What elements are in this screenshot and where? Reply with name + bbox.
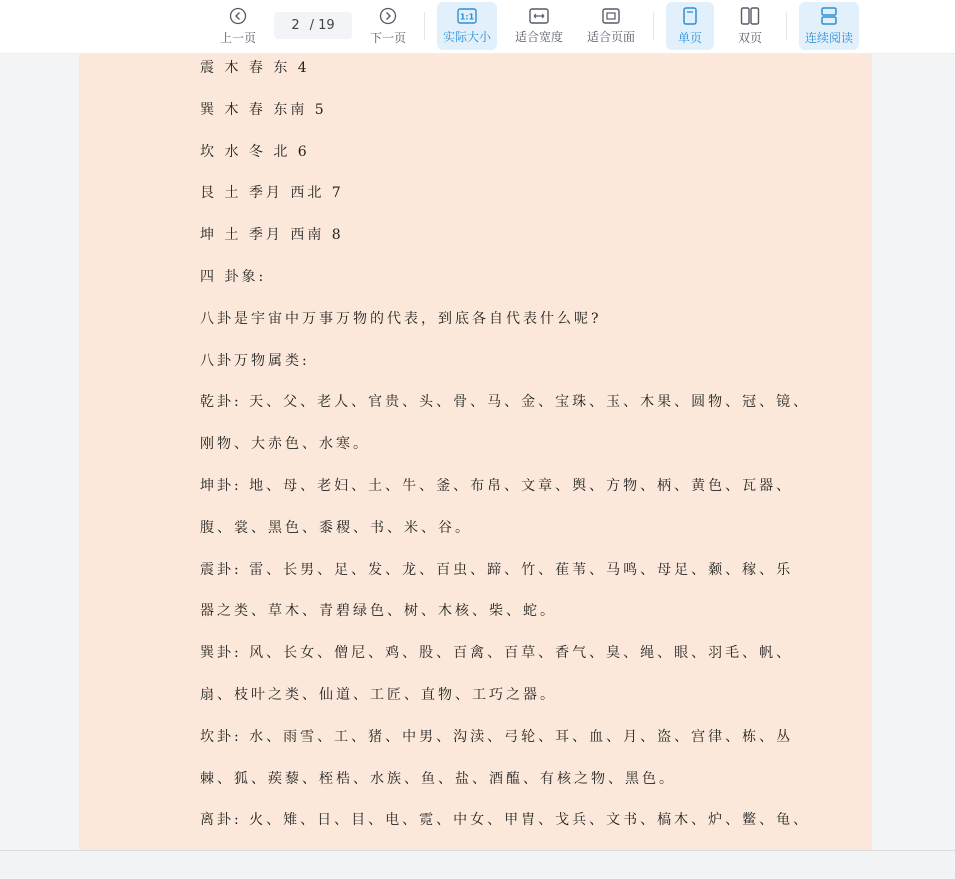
single-page-button[interactable]	[666, 2, 714, 50]
document-text-line: 刚物、大赤色、水寒。	[200, 436, 370, 453]
continuous-scroll-icon	[820, 7, 838, 25]
document-text-line: 坎卦: 水、雨雪、工、猪、中男、沟渎、弓轮、耳、血、月、盗、宫律、栋、丛	[200, 728, 794, 745]
prev-page-button[interactable]	[210, 2, 266, 50]
continuous-reading-label: 连续阅读	[804, 30, 853, 45]
document-text-line: 离卦: 火、雉、日、目、电、霓、中女、甲胄、戈兵、文书、槁木、炉、鳖、龟、	[200, 812, 811, 829]
document-viewport[interactable]	[0, 54, 955, 850]
document-text-line: 四 卦象:	[200, 269, 267, 285]
fit-width-label: 适合宽度	[514, 29, 563, 44]
document-text-line: 坎 水 冬 北 6	[200, 143, 310, 160]
single-page-label: 单页	[677, 30, 702, 45]
toolbar-divider	[424, 12, 425, 40]
double-page-label: 双页	[737, 30, 762, 45]
current-page-input[interactable]: 2	[291, 18, 300, 33]
actual-size-label: 实际大小	[442, 29, 491, 44]
prev-page-label: 上一页	[219, 30, 256, 45]
actual-size-button[interactable]	[437, 2, 497, 50]
document-text-line: 扇、枝叶之类、仙道、工匠、直物、工巧之器。	[200, 687, 557, 703]
document-text-line: 震 木 春 东 4	[200, 60, 310, 76]
next-page-button[interactable]	[360, 2, 416, 50]
next-page-label: 下一页	[369, 30, 406, 45]
double-page-icon	[740, 7, 760, 25]
fit-page-icon	[602, 8, 620, 24]
document-text-line: 艮 土 季月 西北 7	[200, 185, 344, 202]
actual-size-icon	[457, 8, 477, 24]
document-text-line: 坤 土 季月 西南 8	[200, 227, 344, 244]
document-text-line: 巽 木 春 东南 5	[200, 101, 327, 118]
fit-width-button[interactable]	[509, 2, 569, 50]
document-text-line: 乾卦: 天、父、老人、官贵、头、骨、马、金、宝珠、玉、木果、圆物、冠、镜、	[200, 394, 811, 411]
double-page-button[interactable]	[726, 2, 774, 50]
page-number-box[interactable]	[274, 12, 352, 39]
chevron-left-circle-icon	[229, 7, 247, 25]
total-pages: 19	[318, 18, 335, 33]
document-text-line: 坤卦: 地、母、老妇、土、牛、釜、布帛、文章、舆、方物、柄、黄色、瓦器、	[200, 478, 794, 494]
bottom-scroll-bar[interactable]	[0, 850, 955, 879]
continuous-reading-button[interactable]	[799, 2, 859, 50]
fit-page-button[interactable]	[581, 2, 641, 50]
document-text-line: 棘、狐、蒺藜、桎梏、水族、鱼、盐、酒醢、有核之物、黑色。	[200, 770, 676, 787]
svg-text:1:1: 1:1	[459, 12, 475, 21]
document-text-line: 八卦万物属类:	[200, 352, 310, 369]
document-text-line: 巽卦: 风、长女、僧尼、鸡、股、百禽、百草、香气、臭、绳、眼、羽毛、帆、	[200, 645, 794, 662]
document-text-line: 八卦是宇宙中万事万物的代表，到底各自代表什么呢?	[200, 310, 602, 327]
page-separator: /	[309, 18, 315, 33]
fit-page-label: 适合页面	[586, 29, 635, 44]
reader-toolbar	[0, 0, 955, 54]
document-page	[79, 54, 872, 850]
document-text-line: 震卦: 雷、长男、足、发、龙、百虫、蹄、竹、萑苇、马鸣、母足、颡、稼、乐	[200, 561, 794, 578]
document-text-line: 腹、裳、黑色、黍稷、书、米、谷。	[200, 519, 472, 536]
document-text-line: 器之类、草木、青碧绿色、树、木核、柴、蛇。	[200, 603, 557, 620]
toolbar-divider	[786, 12, 787, 40]
fit-width-icon	[529, 8, 549, 24]
chevron-right-circle-icon	[379, 7, 397, 25]
single-page-icon	[682, 7, 698, 25]
toolbar-divider	[653, 12, 654, 40]
